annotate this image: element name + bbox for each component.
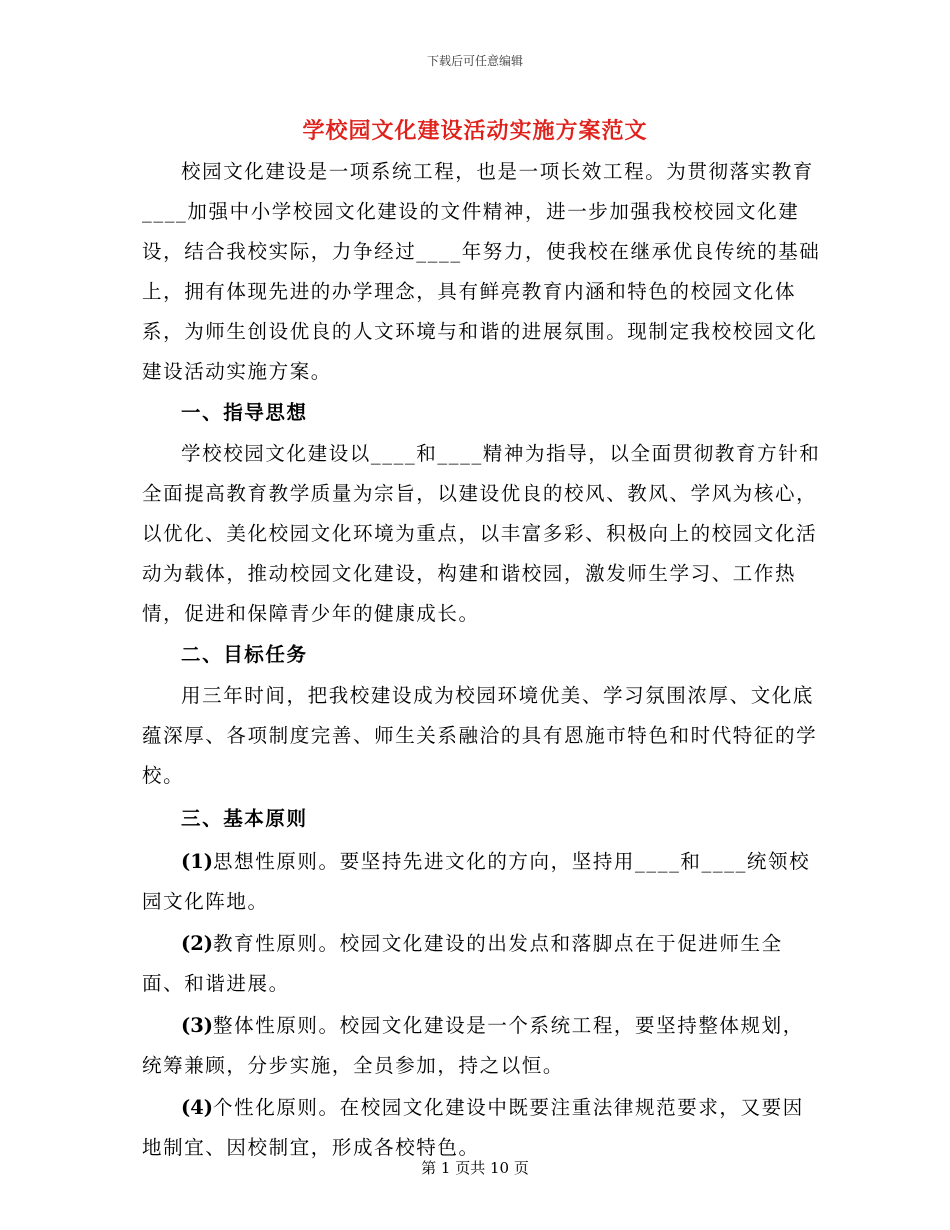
- principle-number: (1): [181, 850, 214, 873]
- principle-item-4: [142, 1088, 822, 1168]
- section-heading-goals: 二、目标任务: [181, 643, 308, 666]
- principle-number: (3): [181, 1014, 214, 1037]
- section-paragraph-guiding-ideology: 学校校园文化建设以____和____精神为指导，以全面贯彻教育方针和全面提高教育教学质量为宗旨，以建设优良的校风、教风、学风为核心，以优化、美化校园文化环境为重点，以丰富多彩、积极向上的校园文化活动为载体，推动校园文化建设，构建和谐校园，激发师生学习、工作热情，促进和保障青少年的健康成长。: [142, 442, 821, 625]
- page-footer: 第 1 页共 10 页: [421, 1159, 529, 1177]
- principle-text: 个性化原则。在校园文化建设中既要注重法律规范要求，又要因地制宜、因校制宜，形成各校特色。: [142, 1096, 804, 1159]
- principle-text: 整体性原则。校园文化建设是一个系统工程，要坚持整体规划，统筹兼顾，分步实施，全员参加，持之以恒。: [142, 1014, 804, 1077]
- principle-item-2: [142, 924, 822, 1004]
- section-heading-guiding-ideology: 一、指导思想: [181, 401, 308, 424]
- section-heading-principles: 三、基本原则: [181, 807, 308, 830]
- principle-item-3: [142, 1006, 822, 1086]
- principle-number: (2): [181, 932, 214, 955]
- document-body: [142, 152, 822, 1168]
- principle-item-1: [142, 842, 822, 922]
- principle-number: (4): [181, 1096, 214, 1119]
- principle-text: 教育性原则。校园文化建设的出发点和落脚点在于促进师生全面、和谐进展。: [142, 932, 783, 995]
- section-paragraph-goals: 用三年时间，把我校建设成为校园环境优美、学习氛围浓厚、文化底蕴深厚、各项制度完善、师生关系融洽的具有恩施市特色和时代特征的学校。: [142, 684, 818, 787]
- header-note: 下载后可任意编辑: [426, 54, 523, 68]
- document-title: 学校园文化建设活动实施方案范文: [302, 118, 648, 144]
- principle-text: 思想性原则。要坚持先进文化的方向，坚持用____和____统领校园文化阵地。: [142, 850, 811, 913]
- intro-paragraph: 校园文化建设是一项系统工程，也是一项长效工程。为贯彻落实教育____加强中小学校园文化建设的文件精神，进一步加强我校校园文化建设，结合我校实际，力争经过____年努力，使我校在继承优良传统的基础上，拥有体现先进的办学理念，具有鲜亮教育内涵和特色的校园文化体系，为师生创设优良的人文环境与和谐的进展氛围。现制定我校校园文化建设活动实施方案。: [142, 160, 821, 383]
